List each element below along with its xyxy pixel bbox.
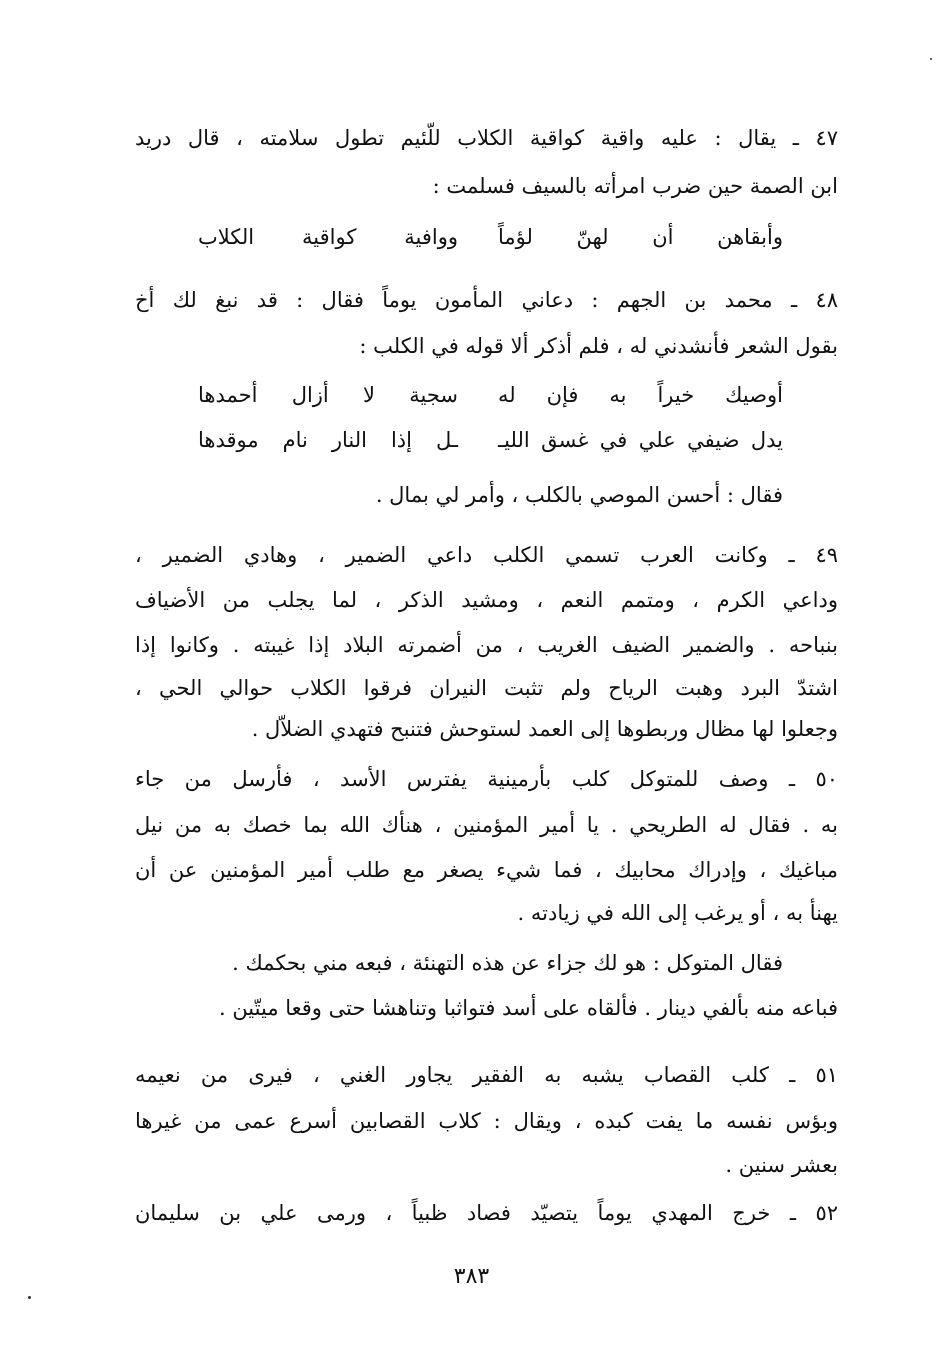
text-line: ٤٧ ـ يقال : عليه واقية كواقية الكلاب للّئيم تطول سلامته ، قال دريد (135, 126, 838, 150)
text-line: وداعي الكرم ، ومتمم النعم ، ومشيد الذكر ، لما يجلب من الأضياف (135, 588, 838, 612)
text-line: به . فقال له الطريحي . يا أمير المؤمنين ، هنأك الله بما خصك به من نيل (135, 813, 838, 837)
scan-speck (930, 58, 932, 60)
text-line: ٥٢ ـ خرج المهدي يوماً يتصيّد فصاد ظبياً ، ورمى علي بن سليمان (135, 1201, 838, 1225)
verse-second-hemistich: ـل إذا النار نام موقدها (198, 428, 458, 452)
text-line: فباعه منه بألفي دينار . فألقاه على أسد فتواثبا وتناهشا حتى وقعا ميتّين . (218, 996, 838, 1020)
text-line: ٤٩ ـ وكانت العرب تسمي الكلب داعي الضمير ، وهادي الضمير ، (135, 543, 838, 567)
text-line: بقول الشعر فأنشدني له ، فلم أذكر ألا قوله في الكلب : (359, 334, 838, 358)
verse-second-hemistich: سجية لا أزال أحمدها (198, 383, 458, 407)
text-line: ابن الصمة حين ضرب امرأته بالسيف فسلمت : (432, 174, 838, 198)
text-line: وجعلوا لها مظال وربطوها إلى العمد لستوحش فتنبح فتهدي الضلاّل . (251, 717, 838, 741)
verse-first-hemistich: وأبقاهن أن لهنّ لؤماً (498, 225, 783, 249)
verse-second-hemistich: ووافية كواقية الكلاب (198, 225, 458, 249)
text-line: ٥١ ـ كلب القصاب يشبه به الفقير يجاور الغني ، فيرى من نعيمه (135, 1063, 838, 1087)
text-line: فقال : أحسن الموصي بالكلب ، وأمر لي بمال . (375, 483, 783, 507)
text-line: وبؤس نفسه ما يفت كبده ، ويقال : كلاب القصابين أسرع عمى من غيرها (135, 1109, 838, 1133)
verse-first-hemistich: يدل ضيفي علي في غسق الليـ (498, 428, 783, 452)
text-line: ٤٨ ـ محمد بن الجهم : دعاني المأمون يوماً فقال : قد نبغ لك أخ (135, 288, 838, 312)
text-line: ٥٠ ـ وصف للمتوكل كلب بأرمينية يفترس الأسد ، فأرسل من جاء (135, 767, 838, 791)
text-line: فقال المتوكل : هو لك جزاء عن هذه التهنئة ، فبعه مني بحكمك . (232, 951, 783, 975)
text-line: يهنأ به ، أو يرغب إلى الله في زيادته . (517, 901, 838, 925)
scan-speck (28, 1296, 31, 1299)
page-number: ٣٨٣ (453, 1264, 490, 1289)
text-line: بنباحه . والضمير الضيف الغريب ، من أضمرته البلاد إذا غيبته . وكانوا إذا (135, 633, 838, 657)
text-line: اشتدّ البرد وهبت الرياح ولم تثبت النيران فرقوا الكلاب حوالي الحي ، (135, 676, 838, 700)
verse-first-hemistich: أوصيك خيراً به فإن له (498, 383, 783, 407)
text-line: مباغيك ، وإدراك محابيك ، فما شيء يصغر مع طلب أمير المؤمنين عن أن (135, 858, 838, 882)
text-line: بعشر سنين . (725, 1153, 838, 1177)
